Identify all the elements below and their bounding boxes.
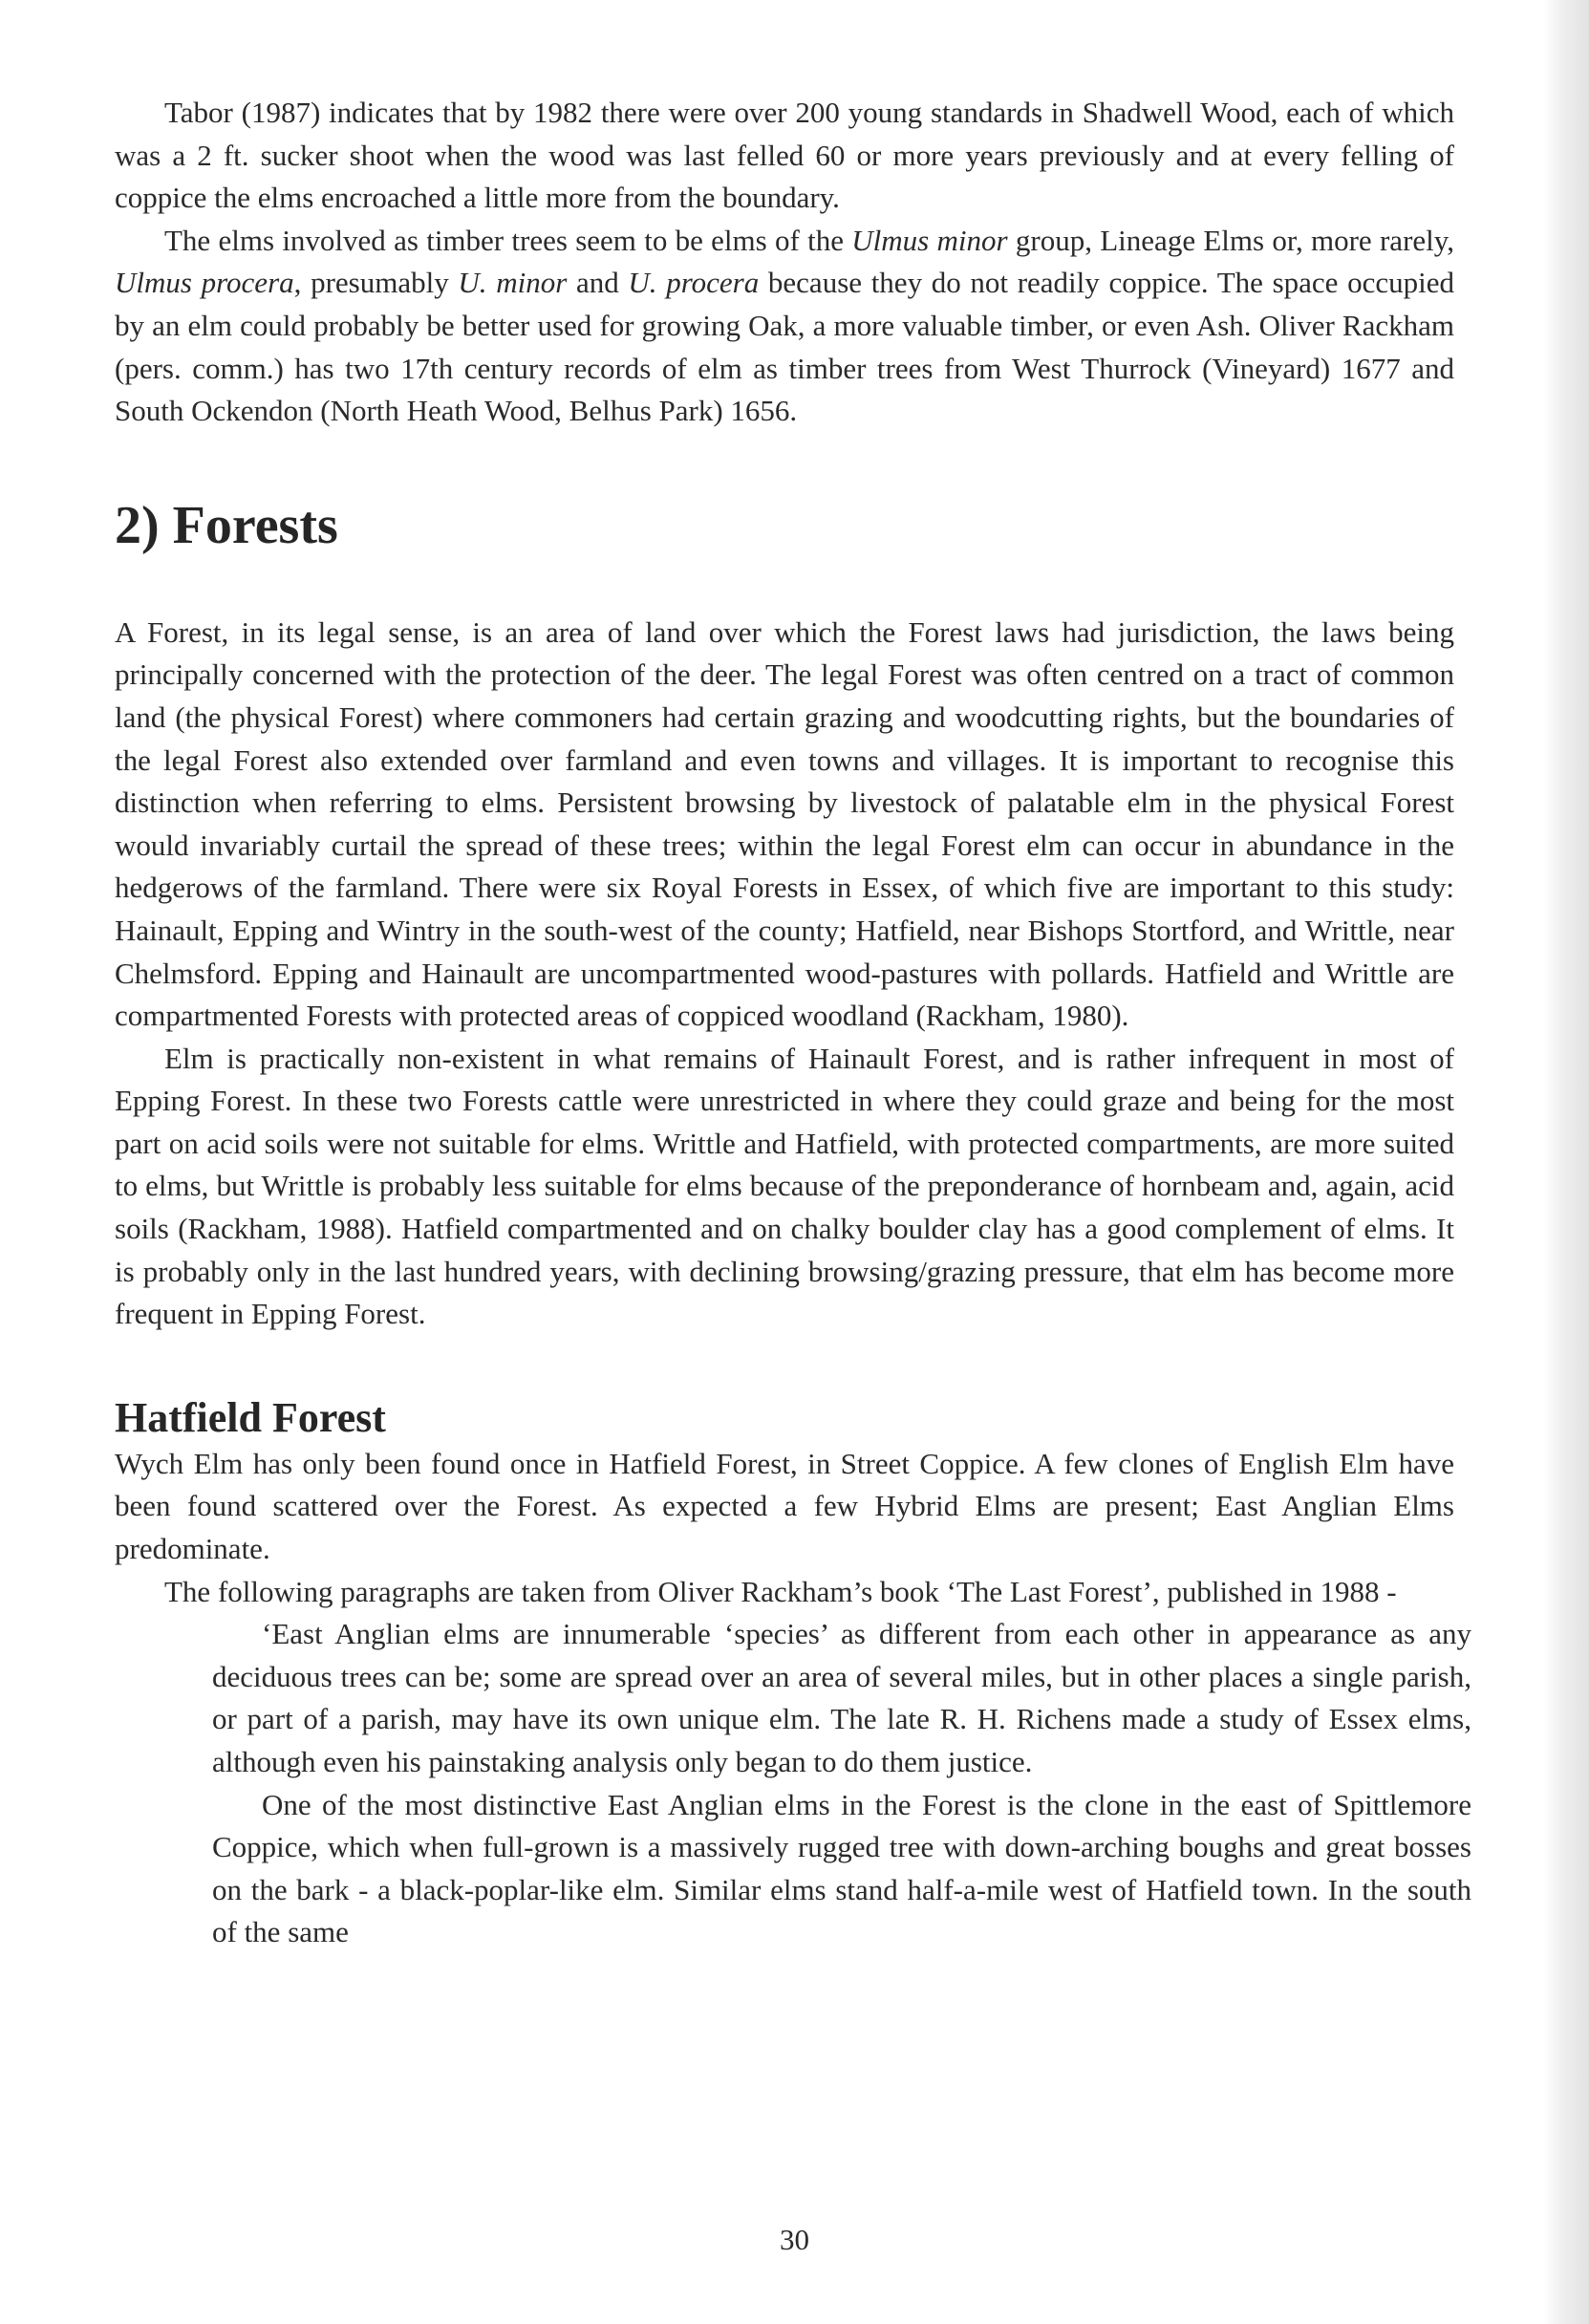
text-run: group, Lineage Elms or, more rarely, <box>1007 223 1454 257</box>
paragraph-elm-in-forests: Elm is practically non-existent in what remains of Hainault Forest, and is rather infrequent in most of Epping Forest. In these two Forests cattle were unrestricted in where they could graze and being for the most part on acid soils were not suitable for elms. Writtle and Hatfield, with protected compartments, are more suited to elms, but Writtle is probably less suitable for elms because of the preponderance of hornbeam and, again, acid soils (Rackham, 1988). Hatfield compartmented and on chalky boulder clay has a good complement of elms. It is probably only in the last hundred years, with declining browsing/grazing pressure, that elm has become more frequent in Epping Forest. <box>115 1041 1454 1331</box>
latin-name-ulmus-minor: Ulmus minor <box>851 223 1008 257</box>
paragraph-timber-elms <box>115 220 1454 433</box>
latin-name-u-procera: U. procera <box>628 266 760 300</box>
block-quote <box>212 1613 1471 1954</box>
text-run: The elms involved as timber trees seem to be elms of the <box>164 223 852 257</box>
page-body <box>115 92 1471 1954</box>
section-heading-forests: 2) Forests <box>115 495 338 555</box>
page-edge-shadow <box>1543 0 1589 2324</box>
latin-name-u-minor: U. minor <box>458 266 568 300</box>
page-number: 30 <box>780 2223 809 2256</box>
text-run: and <box>567 266 629 300</box>
text-run: , presumably <box>293 266 459 300</box>
paragraph-tabor: Tabor (1987) indicates that by 1982 there were over 200 young standards in Shadwell Wood, each of which was a 2 ft. sucker shoot when the wood was last felled 60 or more years previously and at every felling of coppice the elms encroached a little more from the boundary. <box>115 96 1454 215</box>
quote-paragraph-east-anglian-elms: ‘East Anglian elms are innumerable ‘species’ as different from each other in appearance as any deciduous trees can be; some are spread over an area of several miles, but in other places a single parish, or part of a parish, may have its own unique elm. The late R. H. Richens made a study of Essex elms, although even his painstaking analysis only began to do them justice. <box>212 1617 1471 1778</box>
section-heading-hatfield-forest: Hatfield Forest <box>115 1393 386 1441</box>
quote-paragraph-spittlemore-coppice: One of the most distinctive East Anglian elms in the Forest is the clone in the east of Spittlemore Coppice, which when full-grown is a massively rugged tree with down-arching boughs and great bosses on the bark - a black-poplar-like elm. Similar elms stand half-a-mile west of Hatfield town. In the south of the same <box>212 1787 1471 1949</box>
latin-name-ulmus-procera: Ulmus procera <box>115 266 294 300</box>
text-run: because they do not readily coppice. The space occupied by an elm could probably be better used for growing Oak, a more valuable timber, or even Ash. Oliver Rackham (pers. comm.) has two 17th century records of elm as timber trees from West Thurrock (Vineyard) 1677 and South Ockendon (North Heath Wood, Belhus Park) 1656. <box>115 266 1455 428</box>
paragraph-forest-definition: A Forest, in its legal sense, is an area of land over which the Forest laws had jurisdiction, the laws being principally concerned with the protection of the deer. The legal Forest was often centred on a tract of common land (the physical Forest) where commoners had certain grazing and woodcutting rights, but the boundaries of the legal Forest also extended over farmland and even towns and villages. It is important to recognise this distinction when referring to elms. Persistent browsing by livestock of palatable elm in the physical Forest would invariably curtail the spread of these trees; within the legal Forest elm can occur in abundance in the hedgerows of the farmland. There were six Royal Forests in Essex, of which five are important to this study: Hainault, Epping and Wintry in the south-west of the county; Hatfield, near Bishops Stortford, and Writtle, near Chelmsford. Epping and Hainault are uncompartmented wood-pastures with pollards. Hatfield and Writtle are compartmented Forests with protected areas of coppiced woodland (Rackham, 1980). <box>115 614 1454 1033</box>
paragraph-hatfield-elms: Wych Elm has only been found once in Hatfield Forest, in Street Coppice. A few clones of English Elm have been found scattered over the Forest. As expected a few Hybrid Elms are present; East Anglian Elms predominate. <box>115 1446 1454 1566</box>
paragraph-rackham-intro: The following paragraphs are taken from Oliver Rackham’s book ‘The Last Forest’, published in 1988 - <box>164 1574 1397 1608</box>
